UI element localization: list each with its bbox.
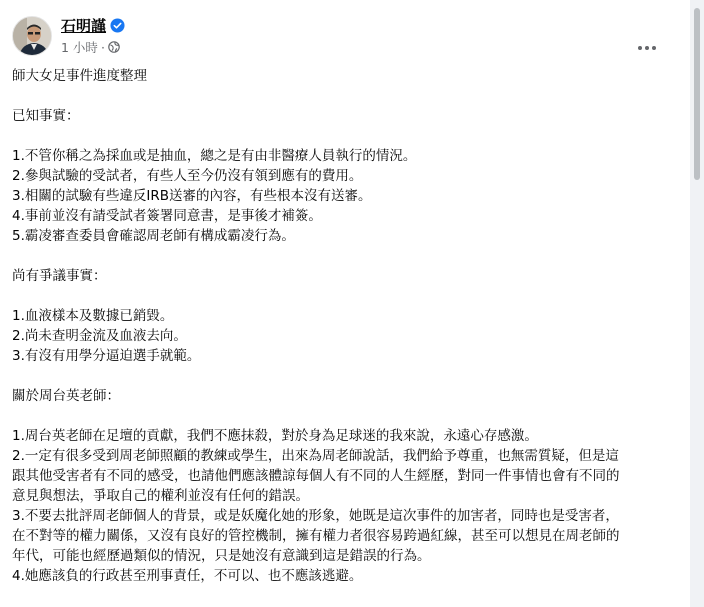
- post-text-line: 1.周台英老師在足壇的貢獻，我們不應抹殺，對於身為足球迷的我來說，永遠心存感激。: [12, 428, 538, 444]
- post-text-line: 4.她應該負的行政甚至刑事責任，不可以、也不應該逃避。: [12, 568, 363, 584]
- blank-line: [12, 366, 684, 386]
- post-text-line: 3.有沒有用學分逼迫選手就範。: [12, 348, 201, 364]
- post-text-line: 4.事前並沒有請受試者簽署同意書，是事後才補簽。: [12, 208, 322, 224]
- post-text-line: 2.一定有很多受到周老師照顧的教練或學生，出來為周老師說話，我們給予尊重，也無需質疑，但是這: [12, 448, 619, 464]
- more-options-icon: [637, 45, 657, 51]
- post-text-line: 關於周台英老師：: [12, 388, 120, 404]
- post-text-line: 2.參與試驗的受試者，有些人至今仍沒有領到應有的費用。: [12, 168, 363, 184]
- post-text-line: 年代，可能也經歷過類似的情況，只是她沒有意識到這是錯誤的行為。: [12, 548, 431, 564]
- post-text-line: 在不對等的權力關係，又沒有良好的管控機制，擁有權力者很容易跨過紅線，甚至可以想見在周老師的: [12, 528, 620, 544]
- post-header: [12, 15, 672, 59]
- avatar-image: [13, 17, 52, 56]
- post-text-line: 1.血液樣本及數據已銷毀。: [12, 308, 174, 324]
- globe-icon[interactable]: [108, 41, 120, 53]
- avatar[interactable]: [12, 16, 52, 56]
- post-text-line: 尚有爭議事實：: [12, 268, 107, 284]
- blank-line: [12, 286, 684, 306]
- post-text-line: 5.霸凌審查委員會確認周老師有構成霸凌行為。: [12, 228, 295, 244]
- verified-badge-icon: [110, 18, 125, 33]
- post-meta: [61, 38, 120, 56]
- author-row: [61, 15, 125, 35]
- blank-line: [12, 126, 684, 146]
- post-body: [12, 66, 684, 586]
- more-options-button[interactable]: [632, 33, 662, 63]
- blank-line: [12, 406, 684, 426]
- scrollbar[interactable]: [690, 0, 704, 607]
- post-text-line: 2.尚未查明金流及血液去向。: [12, 328, 187, 344]
- blank-line: [12, 246, 684, 266]
- post-text-line: 3.相關的試驗有些違反IRB送審的內容，有些根本沒有送審。: [12, 188, 372, 204]
- scrollbar-thumb[interactable]: [694, 8, 700, 180]
- post-text-line: 1.不管你稱之為採血或是抽血，總之是有由非醫療人員執行的情況。: [12, 148, 417, 164]
- post-text-line: 已知事實：: [12, 108, 80, 124]
- post-text-line: 師大女足事件進度整理: [12, 68, 147, 84]
- blank-line: [12, 86, 684, 106]
- meta-separator: ·: [100, 39, 105, 55]
- post-text-line: 3.不要去批評周老師個人的背景，或是妖魔化她的形象，她既是這次事件的加害者，同時也是受害者，: [12, 508, 619, 524]
- post-text-line: 跟其他受害者有不同的感受，也請他們應該體諒每個人有不同的人生經歷，對同一件事情也會有不同的: [12, 468, 620, 484]
- post-text-line: 意見與想法，爭取自己的權利並沒有任何的錯誤。: [12, 488, 309, 504]
- post-timestamp[interactable]: 1 小時: [61, 40, 98, 55]
- author-name[interactable]: 石明謹: [61, 16, 107, 35]
